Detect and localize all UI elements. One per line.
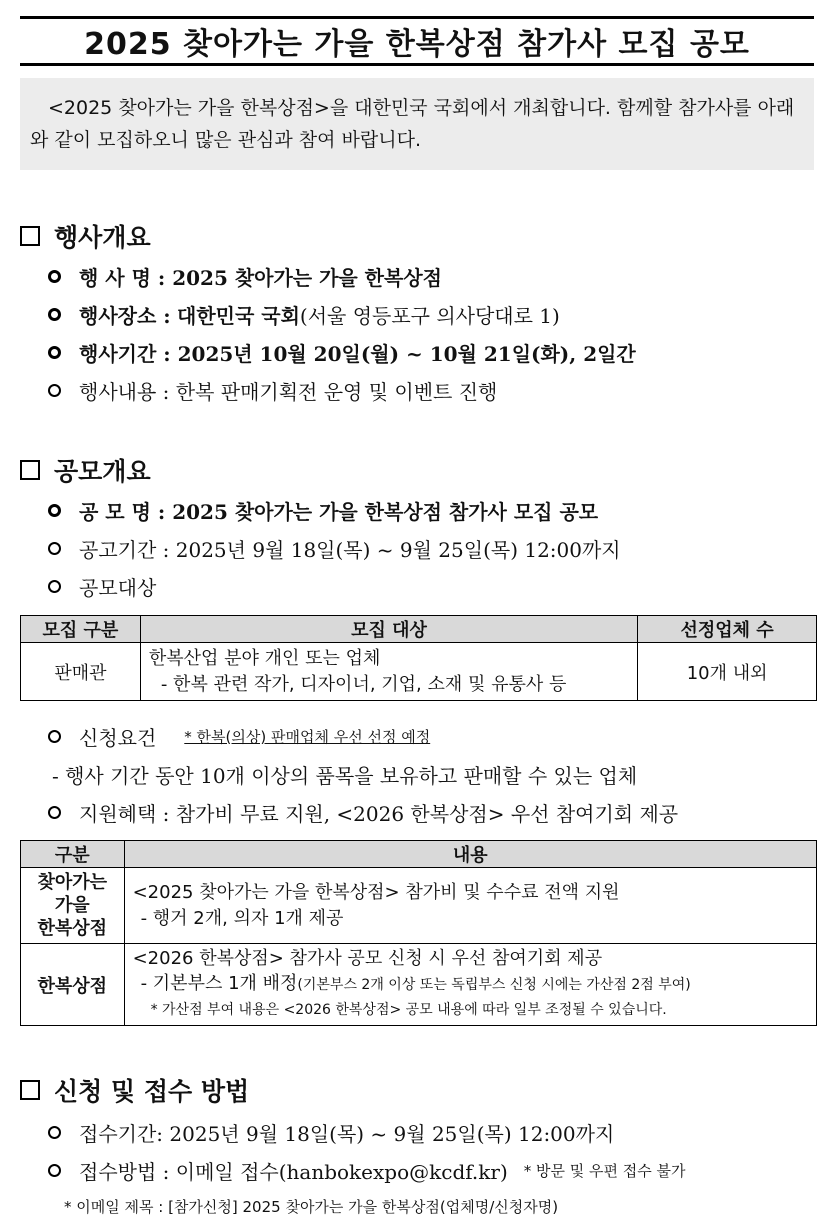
- table-header-row: [21, 616, 817, 643]
- cell-line: <2025 찾아가는 가을 한복상점> 참가비 및 수수료 전액 지원: [132, 881, 620, 903]
- section-title: 신청 및 접수 방법: [54, 1077, 250, 1106]
- event-period-item: [48, 338, 636, 367]
- value: 2025년 10월 20일(월) ~ 10월 21일(화), 2일간: [177, 342, 636, 366]
- contest-name-item: [48, 496, 598, 525]
- table-row: [21, 643, 817, 701]
- method-note: * 방문 및 우편 접수 불가: [523, 1162, 686, 1180]
- circle-bullet-icon: [48, 730, 61, 743]
- value: 한복 판매기획전 운영 및 이벤트 진행: [175, 380, 498, 404]
- table-cell: 10개 내외: [638, 643, 817, 701]
- value: 참가비 무료 지원, <2026 한복상점> 우선 참여기회 제공: [175, 802, 679, 826]
- label: 행사내용 :: [79, 380, 170, 404]
- event-name-item: [48, 262, 442, 291]
- section-heading-event: [20, 218, 151, 254]
- label: 접수방법 :: [79, 1160, 170, 1184]
- label: 행 사 명 :: [79, 266, 166, 290]
- circle-bullet-icon: [48, 542, 61, 555]
- circle-bullet-icon: [48, 580, 61, 593]
- label: 공모대상: [79, 576, 157, 600]
- cell-line: <2026 한복상점> 참가사 공모 신청 시 우선 참여기회 제공: [132, 948, 603, 969]
- table-cell: [124, 944, 816, 1026]
- table-header: 선정업체 수: [638, 616, 817, 643]
- cell-line: [133, 971, 808, 998]
- cell-text: - 기본부스 1개 배정: [140, 973, 298, 994]
- table-cell: [21, 868, 125, 944]
- table-header-row: [21, 841, 817, 868]
- value: 이메일 접수(hanbokexpo@kcdf.kr): [175, 1160, 508, 1184]
- circle-bullet-icon: [48, 1126, 61, 1139]
- cell-line: 가을: [54, 895, 90, 916]
- event-place-item: [48, 300, 560, 329]
- detail: (서울 영등포구 의사당대로 1): [299, 304, 560, 328]
- contest-period-item: [48, 534, 621, 563]
- apply-method-item: [48, 1156, 686, 1185]
- label: 공 모 명 :: [79, 500, 166, 524]
- table-cell: 판매관: [21, 643, 141, 701]
- label: 신청요건: [79, 726, 157, 750]
- table-header: 모집 대상: [140, 616, 637, 643]
- circle-bullet-icon: [48, 346, 61, 359]
- apply-period-item: [48, 1118, 614, 1147]
- requirement-text: - 행사 기간 동안 10개 이상의 품목을 보유하고 판매할 수 있는 업체: [52, 764, 638, 788]
- circle-bullet-icon: [48, 504, 61, 517]
- cell-line: 한복상점: [37, 918, 108, 939]
- benefit-item: [48, 798, 678, 827]
- table-cell: [140, 643, 637, 701]
- table-cell: [124, 868, 816, 944]
- section-heading-apply: [20, 1072, 249, 1108]
- circle-bullet-icon: [48, 270, 61, 283]
- value: 2025년 9월 18일(목) ~ 9월 25일(목) 12:00까지: [175, 538, 621, 562]
- table-row: [21, 868, 817, 944]
- section-title: 공모개요: [54, 457, 151, 486]
- cell-line: * 가산점 부여 내용은 <2026 한복상점> 공모 내용에 따라 일부 조정될 수 있습니다.: [150, 1002, 667, 1018]
- circle-bullet-icon: [48, 308, 61, 321]
- title-banner: [20, 16, 814, 66]
- label: 지원혜택 :: [79, 802, 170, 826]
- requirement-item: [48, 722, 430, 751]
- benefit-table: [20, 840, 817, 1026]
- section-heading-contest: [20, 452, 151, 488]
- event-content-item: [48, 376, 497, 405]
- table-header: 모집 구분: [21, 616, 141, 643]
- circle-bullet-icon: [48, 1164, 61, 1177]
- circle-bullet-icon: [48, 384, 61, 397]
- cell-line: - 행거 2개, 의자 1개 제공: [140, 907, 344, 929]
- table-header: 내용: [124, 841, 816, 868]
- label: 공고기간 :: [79, 538, 170, 562]
- email-subject-note: * 이메일 제목 : [참가신청] 2025 찾아가는 가을 한복상점(업체명/신청자명): [64, 1198, 559, 1216]
- cell-line: 찾아가는: [37, 872, 108, 893]
- circle-bullet-icon: [48, 806, 61, 819]
- table-header: 구분: [21, 841, 125, 868]
- value: 2025년 9월 18일(목) ~ 9월 25일(목) 12:00까지: [169, 1122, 615, 1146]
- table-row: [21, 944, 817, 1026]
- intro-box: <2025 찾아가는 가을 한복상점>을 대한민국 국회에서 개최합니다. 함께할 참가사를 아래와 같이 모집하오니 많은 관심과 참여 바랍니다.: [20, 78, 814, 170]
- target-table: [20, 615, 817, 701]
- label: 행사기간 :: [79, 342, 171, 366]
- value: 2025 찾아가는 가을 한복상점 참가사 모집 공모: [172, 500, 599, 524]
- table-cell: 한복상점: [21, 944, 125, 1026]
- cell-line: 한복산업 분야 개인 또는 업체: [148, 647, 381, 669]
- contest-target-item: [48, 572, 156, 601]
- requirement-note: * 한복(의상) 판매업체 우선 선정 예정: [184, 728, 431, 746]
- square-bullet-icon: [20, 226, 40, 246]
- value: 대한민국 국회: [177, 304, 300, 328]
- label: 접수기간:: [79, 1122, 164, 1146]
- section-title: 행사개요: [54, 223, 151, 252]
- value: 2025 찾아가는 가을 한복상점: [172, 266, 442, 290]
- page-title: 2025 찾아가는 가을 한복상점 참가사 모집 공모: [84, 27, 750, 62]
- square-bullet-icon: [20, 460, 40, 480]
- label: 행사장소 :: [79, 304, 171, 328]
- cell-line: - 한복 관련 작가, 디자이너, 기업, 소재 및 유통사 등: [160, 673, 567, 695]
- square-bullet-icon: [20, 1080, 40, 1100]
- cell-text: (기본부스 2개 이상 또는 독립부스 신청 시에는 가산점 2점 부여): [297, 977, 691, 993]
